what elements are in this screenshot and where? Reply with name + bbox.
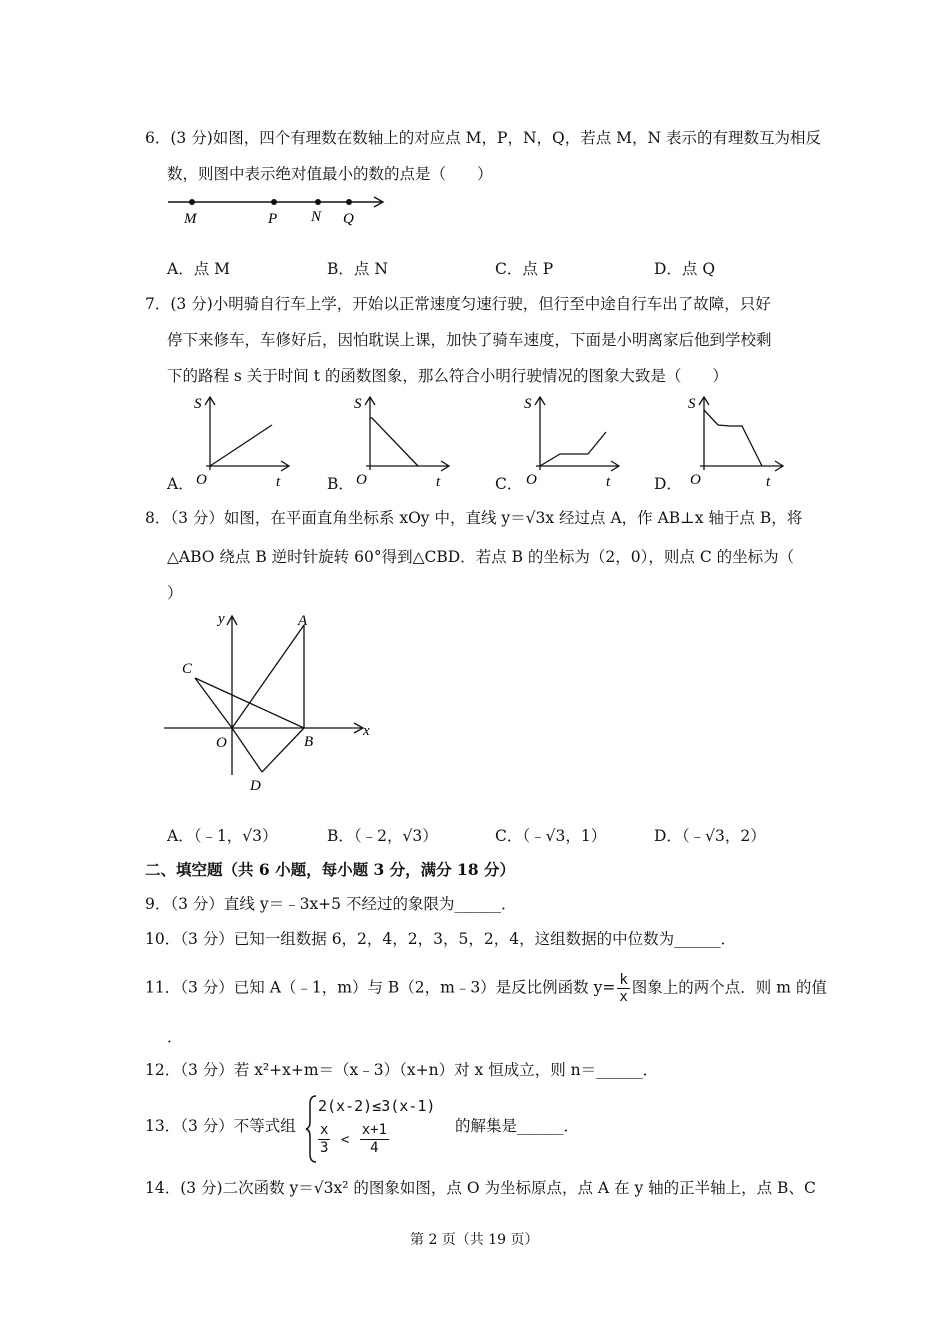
q7-line2: 停下来修车，车修好后，因怕耽误上课，加快了骑车速度，下面是小明离家后他到学校剩 xyxy=(167,331,772,349)
q11-fraction: $\frac{k}{x}$ xyxy=(619,972,628,1005)
q7-option-a[interactable]: A． xyxy=(167,475,194,493)
q8-line3: ） xyxy=(167,584,183,602)
q13-post: 的解集是______． xyxy=(455,1117,580,1135)
q11-line1 xyxy=(145,972,827,1005)
svg-text:S: S xyxy=(194,396,202,412)
q6-option-d[interactable]: D．点 Q xyxy=(654,260,716,278)
svg-text:B: B xyxy=(304,734,314,750)
point-n xyxy=(315,199,321,205)
q7-option-b[interactable]: B． xyxy=(327,475,354,493)
q8-line2: △ABO 绕点 B 逆时针旋转 60°得到△CBD．若点 B 的坐标为（2，0），则点 C 的坐标为（ xyxy=(167,548,795,566)
label-p: P xyxy=(268,211,278,227)
q8-option-c[interactable]: C．（﹣√3，1） xyxy=(495,827,607,845)
svg-text:S: S xyxy=(354,396,362,412)
q11-pre: 11．（3 分）已知 A（﹣1，m）与 B（2，m﹣3）是反比例函数 y= xyxy=(145,978,616,997)
q7-line3: 下的路程 s 关于时间 t 的函数图象，那么符合小明行驶情况的图象大致是（ ） xyxy=(167,367,728,385)
svg-text:t: t xyxy=(436,474,441,490)
svg-text:C: C xyxy=(182,661,193,677)
svg-text:t: t xyxy=(276,474,281,490)
q6-option-b[interactable]: B．点 N xyxy=(327,260,388,278)
q13-ineq2: $\frac{x}{3}$ < $\frac{x+1}{4}$ xyxy=(320,1122,388,1156)
q8-coordinate-figure xyxy=(158,605,388,800)
svg-text:S: S xyxy=(688,396,696,412)
q7-graph-c[interactable] xyxy=(518,392,628,492)
svg-text:x: x xyxy=(363,723,370,739)
q6-option-c[interactable]: C．点 P xyxy=(495,260,554,278)
svg-text:A: A xyxy=(298,613,308,629)
q7-option-d[interactable]: D． xyxy=(654,475,682,493)
svg-text:t: t xyxy=(766,474,771,490)
svg-text:O: O xyxy=(526,472,537,488)
section-2-heading: 二、填空题（共 6 小题，每小题 3 分，满分 18 分） xyxy=(145,860,516,879)
point-q xyxy=(346,199,352,205)
q12: 12．（3 分）若 x²+x+m＝（x﹣3）（x+n）对 x 恒成立，则 n＝______． xyxy=(145,1061,659,1079)
q9: 9．（3 分）直线 y＝﹣3x+5 不经过的象限为______． xyxy=(145,895,517,913)
q14: 14．(3 分)二次函数 y＝√3x² 的图象如图，点 O 为坐标原点，点 A 在 y 轴的正半轴上，点 B、C xyxy=(145,1179,816,1197)
q7-option-c[interactable]: C． xyxy=(495,475,523,493)
svg-text:O: O xyxy=(216,735,227,751)
svg-text:t: t xyxy=(606,474,611,490)
q7-graph-b[interactable] xyxy=(348,392,458,492)
label-m: M xyxy=(184,211,197,227)
svg-text:D: D xyxy=(250,778,261,794)
point-p xyxy=(271,199,277,205)
q7-graph-a[interactable] xyxy=(188,392,298,492)
svg-text:O: O xyxy=(690,472,701,488)
q8-line1: 8．（3 分）如图，在平面直角坐标系 xOy 中，直线 y＝√3x 经过点 A，作 AB⊥x 轴于点 B，将 xyxy=(145,509,803,527)
q8-option-d[interactable]: D．（﹣√3，2） xyxy=(654,827,766,845)
svg-text:y: y xyxy=(218,611,225,627)
q7-graph-d[interactable] xyxy=(682,392,792,492)
q10: 10．（3 分）已知一组数据 6，2，4，2，3，5，2，4，这组数据的中位数为______． xyxy=(145,930,737,948)
q13-ineq1: 2(x-2)≤3(x-1) xyxy=(318,1097,436,1115)
svg-text:S: S xyxy=(524,396,532,412)
point-m xyxy=(189,199,195,205)
q8-option-b[interactable]: B．（﹣2，√3） xyxy=(327,827,438,845)
q6-line1: 6．(3 分)如图，四个有理数在数轴上的对应点 M，P，N，Q，若点 M，N 表示的有理数互为相反 xyxy=(145,129,822,147)
svg-text:O: O xyxy=(196,472,207,488)
q7-line1: 7．(3 分)小明骑自行车上学，开始以正常速度匀速行驶，但行至中途自行车出了故障，只好 xyxy=(145,295,771,313)
q6-option-a[interactable]: A．点 M xyxy=(167,260,230,278)
label-q: Q xyxy=(343,211,354,227)
q13-pre: 13．（3 分）不等式组 xyxy=(145,1117,296,1135)
q11-line2: ． xyxy=(167,1028,183,1046)
number-line-figure xyxy=(160,190,400,230)
q13-brace xyxy=(304,1094,318,1164)
q8-option-a[interactable]: A．（﹣1，√3） xyxy=(167,827,278,845)
svg-text:O: O xyxy=(356,472,367,488)
page-footer: 第 2 页（共 19 页） xyxy=(410,1232,539,1248)
label-n: N xyxy=(311,209,322,225)
q11-post: 图象上的两个点．则 m 的值 xyxy=(631,978,827,997)
q6-line2: 数，则图中表示绝对值最小的数的点是（ ） xyxy=(167,165,493,183)
